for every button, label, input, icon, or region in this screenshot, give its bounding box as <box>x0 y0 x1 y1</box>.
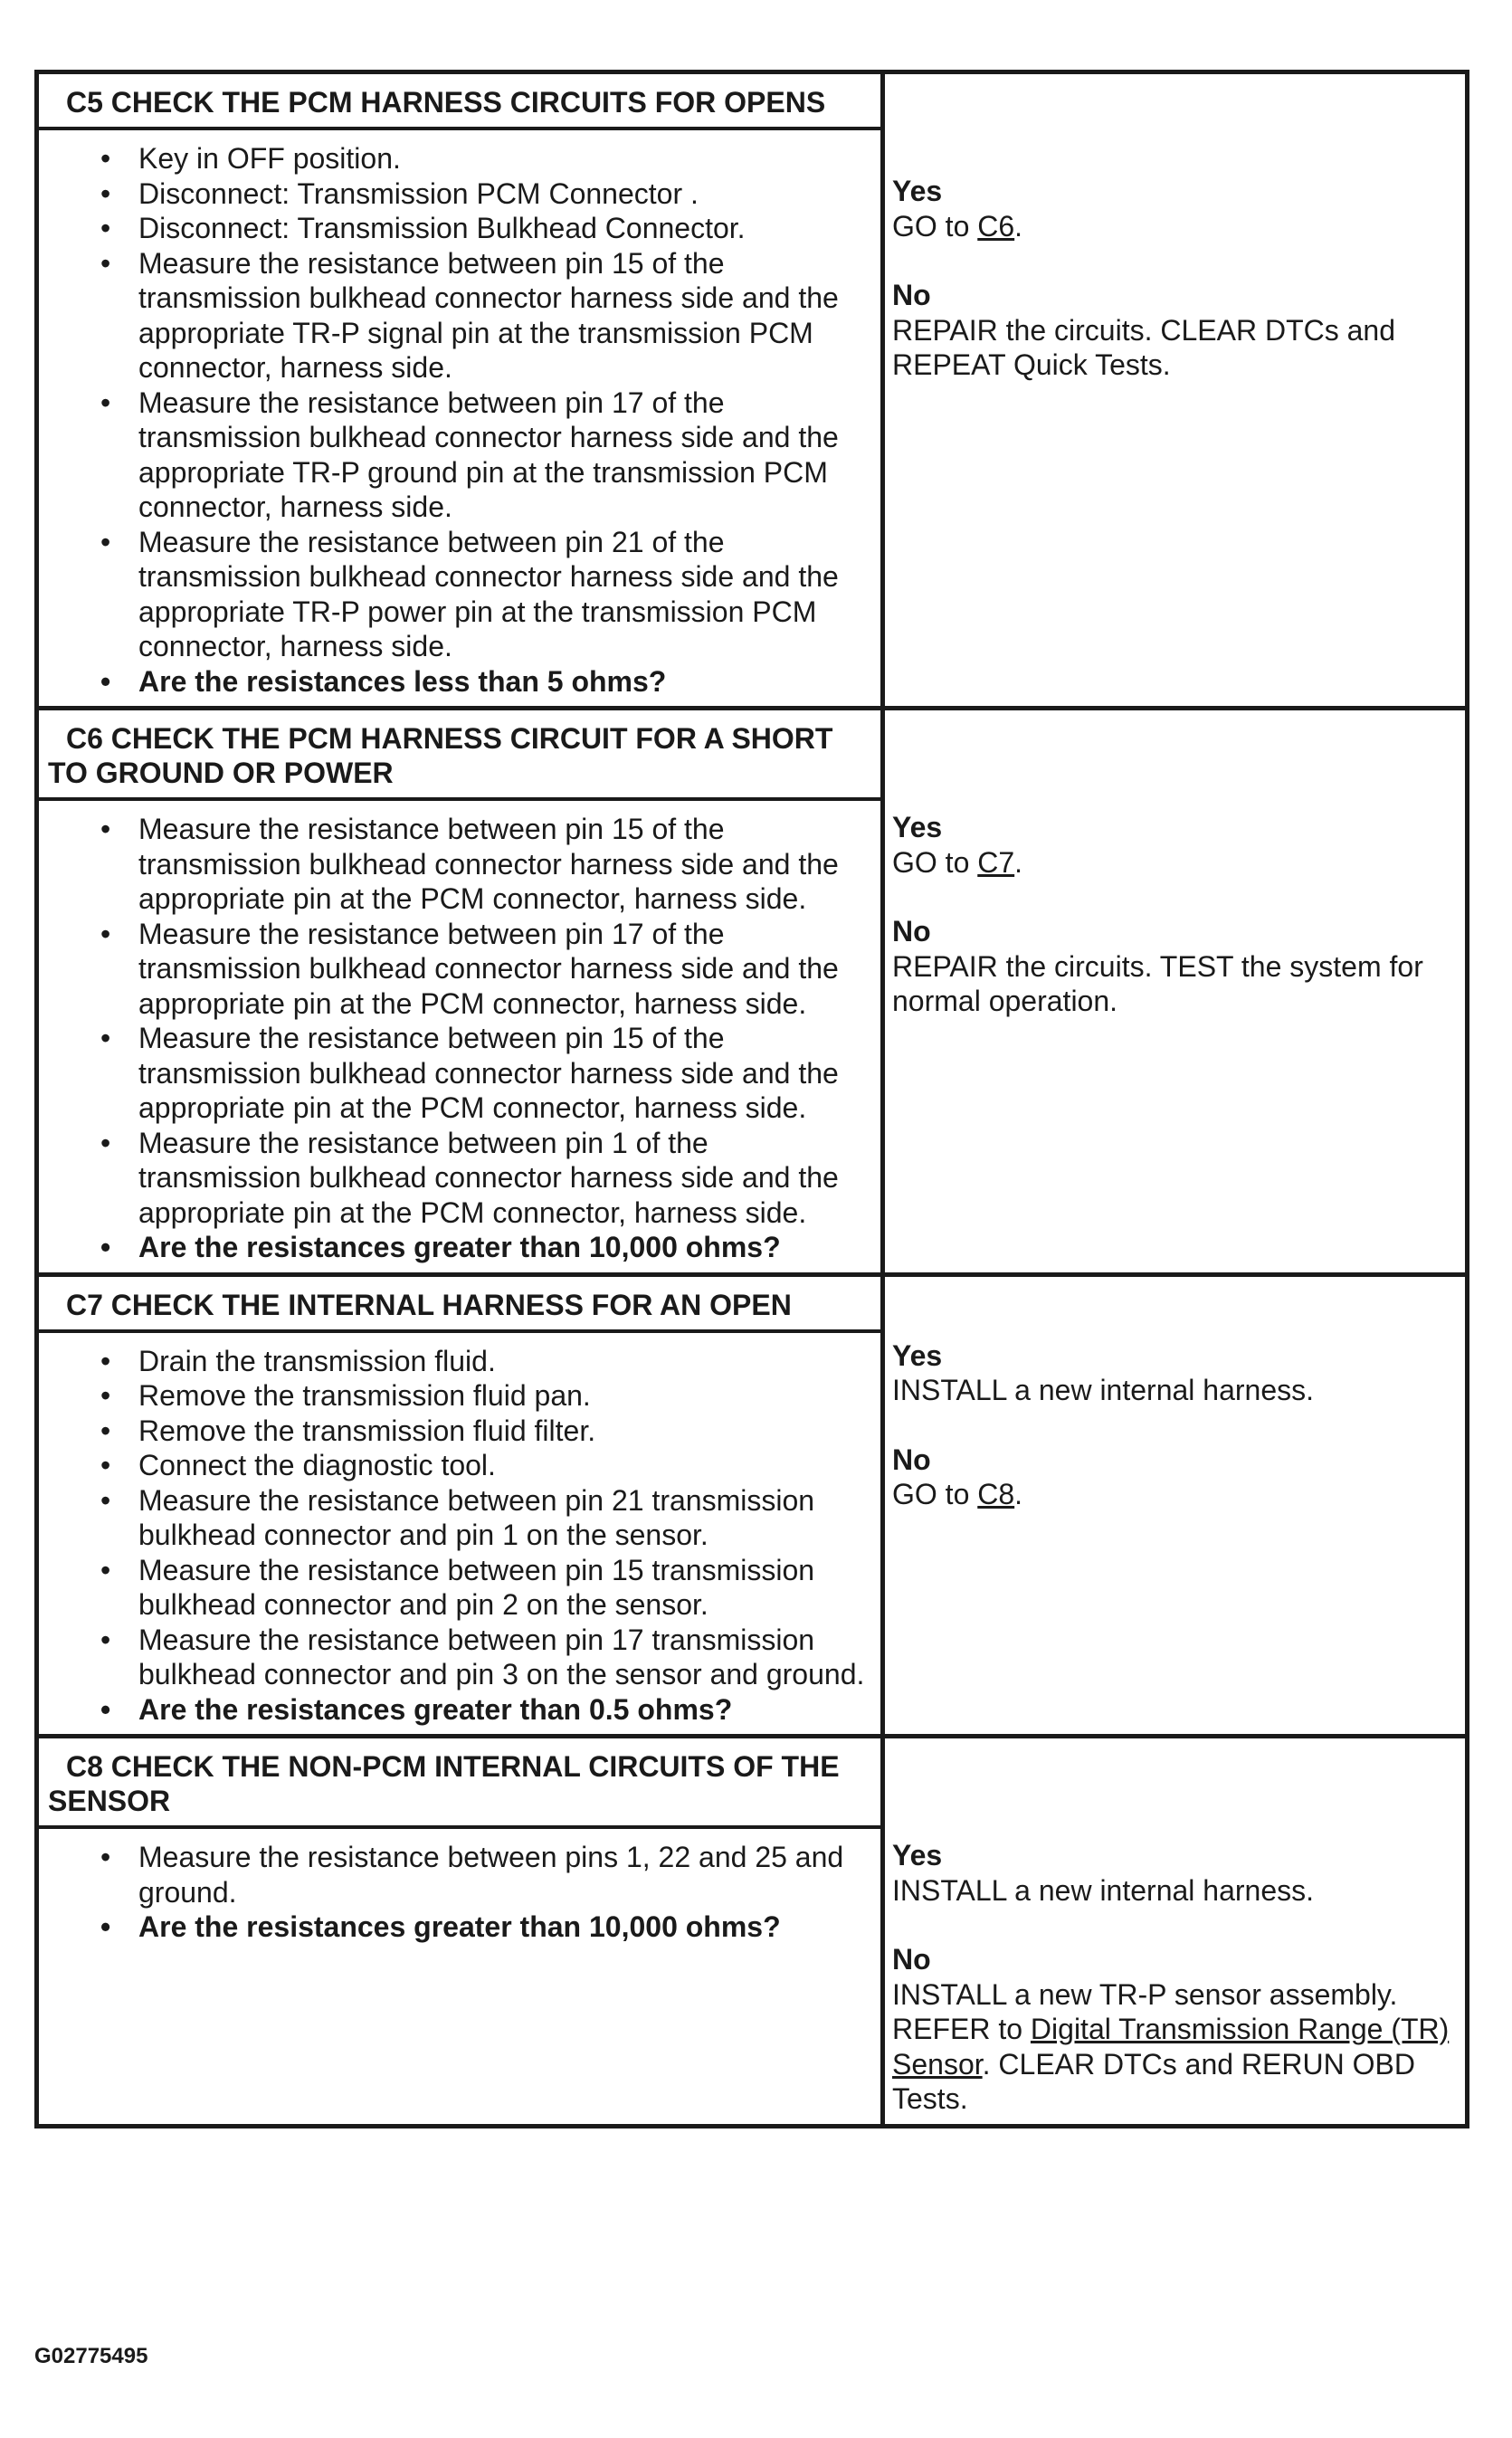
yes-label: Yes <box>892 1839 943 1871</box>
no-result <box>892 1942 1456 2117</box>
instruction-item: • Remove the transmission fluid pan. <box>39 1378 871 1414</box>
instruction-item: • Measure the resistance between pin 17 of the transmission bulkhead connector harness side and the appropriate pin at the PCM connector, harness side. <box>39 917 871 1022</box>
go-to-c7-link[interactable]: C7 <box>977 845 1015 879</box>
step-result-cell <box>883 72 1468 709</box>
no-action: INSTALL a new TR-P sensor assembly. REFER to Digital Transmission Range (TR) Sensor. CLEAR DTCs and RERUN OBD Tests. <box>892 1977 1450 2115</box>
instruction-item: • Measure the resistance between pin 15 of the transmission bulkhead connector harness side and the appropriate TR-P signal pin at the transmission PCM connector, harness side. <box>39 246 871 386</box>
step-question: • Are the resistances greater than 0.5 ohms? <box>39 1692 871 1728</box>
step-procedure-cell <box>37 1737 883 2127</box>
instruction-item: • Measure the resistance between pin 21 of the transmission bulkhead connector harness side and the appropriate TR-P power pin at the transmission PCM connector, harness side. <box>39 525 871 664</box>
instruction-item: • Measure the resistance between pin 15 transmission bulkhead connector and pin 2 on the sensor. <box>39 1553 871 1623</box>
step-procedure-cell <box>37 1274 883 1737</box>
step-result-cell <box>883 709 1468 1275</box>
yes-result <box>892 1338 1456 1408</box>
no-action: REPAIR the circuits. TEST the system for normal operation. <box>892 949 1423 1017</box>
diagnostic-procedure <box>34 70 1469 2128</box>
step-title: C6 CHECK THE PCM HARNESS CIRCUIT FOR A SHORT TO GROUND OR POWER <box>39 710 880 801</box>
yes-result <box>892 1838 1456 1908</box>
no-result <box>892 278 1456 383</box>
yes-result <box>892 174 1456 243</box>
instruction-item: • Disconnect: Transmission Bulkhead Connector. <box>39 211 871 246</box>
yes-label: Yes <box>892 175 943 207</box>
step-result-cell <box>883 1274 1468 1737</box>
go-to-c6-link[interactable]: C6 <box>977 209 1015 243</box>
step-row-c6 <box>37 709 1468 1275</box>
step-result-cell <box>883 1737 1468 2127</box>
instruction-item: • Disconnect: Transmission PCM Connector . <box>39 176 871 212</box>
no-label: No <box>892 279 931 311</box>
no-label: No <box>892 1943 931 1976</box>
step-instructions <box>39 130 880 706</box>
step-title: C8 CHECK THE NON-PCM INTERNAL CIRCUITS OF THE SENSOR <box>39 1738 880 1829</box>
pinpoint-test-table <box>34 70 1469 2128</box>
no-label: No <box>892 915 931 948</box>
yes-result <box>892 810 1456 880</box>
step-question: • Are the resistances greater than 10,000 ohms? <box>39 1909 871 1945</box>
step-procedure-cell <box>37 72 883 709</box>
step-question: • Are the resistances greater than 10,000 ohms? <box>39 1230 871 1265</box>
instruction-item: • Key in OFF position. <box>39 141 871 176</box>
yes-action: GO to C6. <box>892 209 1023 243</box>
step-row-c5 <box>37 72 1468 709</box>
instruction-item: • Remove the transmission fluid filter. <box>39 1414 871 1449</box>
yes-label: Yes <box>892 811 943 843</box>
step-instructions <box>39 1333 880 1735</box>
yes-label: Yes <box>892 1338 943 1372</box>
instruction-item: • Measure the resistance between pins 1, 22 and 25 and ground. <box>39 1840 871 1909</box>
step-question: • Are the resistances less than 5 ohms? <box>39 664 871 700</box>
tr-sensor-link[interactable]: Digital Transmission Range (TR) Sensor <box>892 2013 1450 2081</box>
instruction-item: • Measure the resistance between pin 17 of the transmission bulkhead connector harness side and the appropriate TR-P ground pin at the transmission PCM connector, harness side. <box>39 386 871 525</box>
no-label: No <box>892 1443 931 1476</box>
instruction-item: • Measure the resistance between pin 1 of the transmission bulkhead connector harness side and the appropriate pin at the PCM connector, harness side. <box>39 1126 871 1231</box>
no-action: REPAIR the circuits. CLEAR DTCs and REPEAT Quick Tests. <box>892 313 1396 381</box>
instruction-item: • Measure the resistance between pin 15 of the transmission bulkhead connector harness side and the appropriate pin at the PCM connector, harness side. <box>39 812 871 917</box>
step-title: C5 CHECK THE PCM HARNESS CIRCUITS FOR OPENS <box>39 74 880 130</box>
yes-action: INSTALL a new internal harness. <box>892 1873 1315 1907</box>
figure-id: G02775495 <box>34 2344 148 2368</box>
go-to-c8-link[interactable]: C8 <box>977 1478 1015 1510</box>
no-action: GO to C8. <box>892 1478 1023 1510</box>
instruction-item: • Measure the resistance between pin 21 transmission bulkhead connector and pin 1 on the sensor. <box>39 1483 871 1553</box>
no-result <box>892 914 1456 1019</box>
step-procedure-cell <box>37 709 883 1275</box>
step-instructions <box>39 1829 880 1952</box>
no-result <box>892 1443 1456 1512</box>
instruction-item: • Measure the resistance between pin 17 transmission bulkhead connector and pin 3 on the sensor and ground. <box>39 1623 871 1692</box>
instruction-item: • Drain the transmission fluid. <box>39 1344 871 1379</box>
step-row-c8 <box>37 1737 1468 2127</box>
yes-action: INSTALL a new internal harness. <box>892 1374 1315 1406</box>
yes-action: GO to C7. <box>892 845 1023 879</box>
step-title: C7 CHECK THE INTERNAL HARNESS FOR AN OPEN <box>39 1277 880 1333</box>
instruction-item: • Measure the resistance between pin 15 of the transmission bulkhead connector harness side and the appropriate pin at the PCM connector, harness side. <box>39 1021 871 1126</box>
instruction-item: • Connect the diagnostic tool. <box>39 1448 871 1483</box>
step-instructions <box>39 801 880 1272</box>
step-row-c7 <box>37 1274 1468 1737</box>
